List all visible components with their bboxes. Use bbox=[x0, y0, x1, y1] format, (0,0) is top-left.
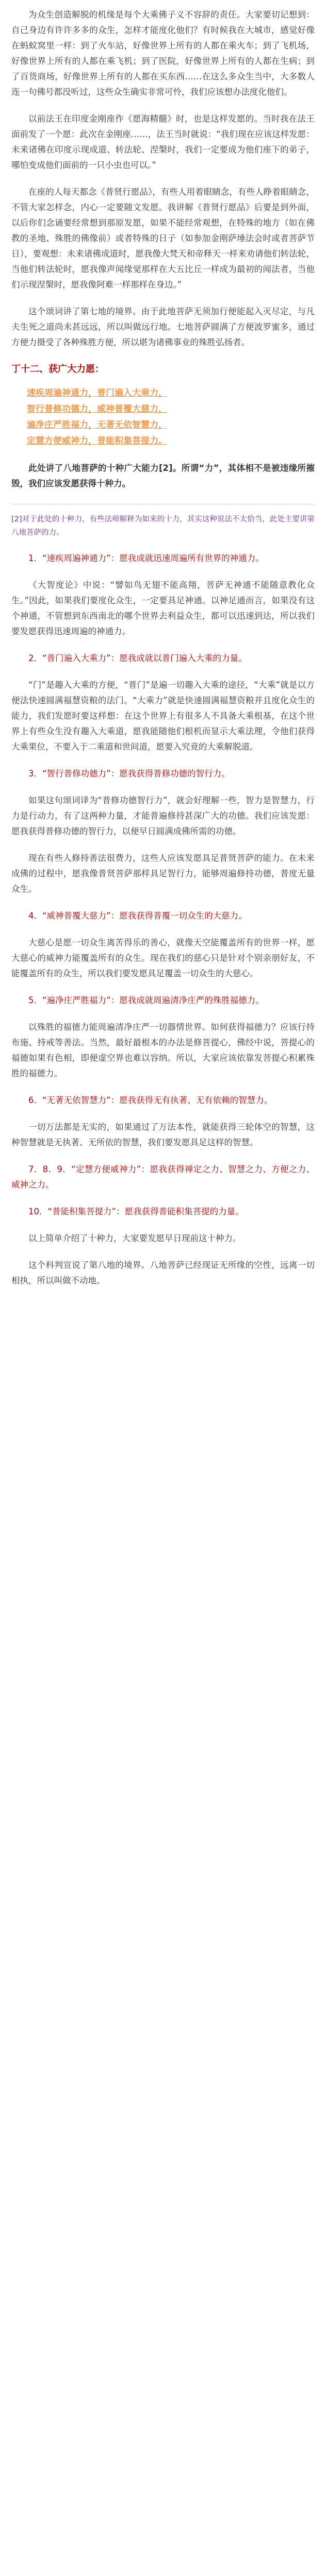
item-2 bbox=[11, 651, 315, 755]
item-10 bbox=[11, 1204, 315, 1289]
item-title: 7．8．9．“定慧方便威神力”：愿我获得禅定之力、智慧之力、方便之力、威神之力。 bbox=[11, 1164, 315, 1190]
item-body: 一切万法都是无实的，如果通过了万法本性，就能获得三轮体空的智慧，这种智慧就是无执著、无所依的智慧，我们要发愿具足这样的智慧。 bbox=[11, 1122, 315, 1147]
item-body: 《大智度论》中说：“譬如鸟无翅不能高翔，菩萨无神通不能随意教化众生。”因此，如果我们要度化众生，一定要具足神通。以神足通而言，如果没有这个神通，不管想到东西南北的哪个世界去利益众生，都可以迅速到达，所以我们要发愿获得迅速周遍的神通力。 bbox=[11, 580, 315, 636]
item-title: 2．“普门遍入大乘力”：愿我成就以普门遍入大乘的力量。 bbox=[28, 653, 247, 663]
verse-line: 智行普修功德力，威神普覆大慈力， bbox=[27, 404, 167, 414]
intro-paragraph: 在座的人每天都念《普贤行愿品》，有些人用着眼睛念，有些人睁着眼睛念，不管大家怎样念，内心一定要随文发愿。我讲解《普贤行愿品》后要是到外面，以后你们念诵要经常想到那原发愿，如果不能经常观想，在特殊的地方（如在佛教的圣地、殊胜的佛像前）或者特殊的日子（如参加金刚萨埵法会时或者菩萨节日），要观想：未来诸佛成道时，愿我像大梵天和帝释天一样来劝请他们转法轮，当他们转法轮时，愿我像声闻缘觉那样在大五比丘一样成为最初的闻法者，当他们示现涅槃时，愿我像阿难一样那样在身边。” bbox=[11, 187, 315, 290]
intro-paragraph: 为众生创造解脱的机缘是每个大乘佛子义不容辞的责任。大家要切记想到：自己身边有许许多多的众生，怎样才能度化他们？有时候我在大城市，感觉好像在蚂蚁窝里一样：到了火车站，好像世界上所有的人都在乘火车；到了飞机场，好像世界上所有的人都在乘飞机；到了医院，好像世界上所有的人都在生病；到了百货商场，好像世界上所有的人都在买东西……在这么多众生当中，大多数人连一句佛号都没听过，这些众生确实非常可怜，我们应该想办法度化他们。 bbox=[11, 10, 315, 97]
item-body: 这个科判宣说了第八地的境界。八地菩萨已经现证无所缘的空性，远离一切相执，所以叫做不动地。 bbox=[11, 1260, 315, 1285]
summary-paragraph: 此处讲了八地菩萨的十种广大能力[2]。所谓“力”，其体相不是被违缘所摧毁，我们应该发愿获得十种力。 bbox=[11, 463, 315, 488]
verse-line: 定慧方便威神力，普能积集菩提力。 bbox=[27, 436, 167, 446]
item-title: 1．“速疾周遍神通力”：愿我成就迅速周遍所有世界的神通力。 bbox=[28, 553, 264, 563]
item-title: 3．“智行普修功德力”：愿我获得普修功德的智行力。 bbox=[28, 769, 230, 778]
intro-paragraph: 以前法王在印度金刚座作《愿海精髓》时，也是这样发愿的。当时我在法王面前发了一个愿：此次在金刚座……，法王当时就说：“我们现在应该这样发愿：未来诸佛在印度示现成道、转法轮、涅槃时，我们一定要成为他们座下的弟子，哪怕变成他们面前的一只小虫也可以。” bbox=[11, 114, 315, 170]
item-body: 现在有些人修持善法很费力，这些人应该发愿具足普贤菩萨的能力。在未来成佛的过程中，愿我像普贤菩萨那样具足智行力，能够周遍修持功德，普度无量众生。 bbox=[11, 853, 315, 894]
item-title: 6．“无著无依智慧力”：愿我获得无有执著、无有依赖的智慧力。 bbox=[28, 1095, 273, 1105]
item-1 bbox=[11, 551, 315, 639]
verse-line: 速疾周遍神通力，普门遍入大乘力， bbox=[27, 388, 167, 398]
item-title: 4．“威神普覆大慈力”：愿我获得普覆一切众生的大慈力。 bbox=[28, 911, 247, 921]
item-body: 如果这句颂词译为“普修功德智行力”，就会好理解一些，智力是智慧力，行力是行动力，有了这两种力量，才能普遍修持甚深广大的功德。我们应该发愿：愿我获得普修功德的智行力，以便早日圆满成佛所需的功德。 bbox=[11, 795, 315, 836]
item-title: 10．“普能积集菩提力”：愿我获得普能积集菩提的力量。 bbox=[28, 1207, 244, 1216]
item-body: 以上简单介绍了十种力，大家要发愿早日现前这十种力。 bbox=[28, 1233, 241, 1243]
item-5 bbox=[11, 993, 315, 1081]
item-title: 5．“遍净庄严胜福力”：愿我成就周遍清净庄严的殊胜福德力。 bbox=[28, 995, 264, 1005]
intro-section bbox=[11, 7, 315, 350]
item-body: 大慈心是愿一切众生离苦得乐的善心，就像天空能覆盖所有的世界一样，愿大慈心的威神力能覆盖所有的众生。现在我们的慈心只是针对个别亲朋好友，不能覆盖所有的众生，所以我们要发愿具足覆盖一切众生的大慈心。 bbox=[11, 938, 315, 978]
section-title: 丁十二、获广大力愿： bbox=[11, 364, 104, 375]
item-body: 以殊胜的福德力能周遍清净庄严一切器情世界。如何获得福德力？应该行持布施、持戒等善法。当然，最好最根本的办法是修菩提心，佛经中说，菩提心的福德如果有色相，即便虚空界也难以容纳。所以，大家应该依靠发菩提心积累殊胜的福德力。 bbox=[11, 1022, 315, 1078]
item-7-9 bbox=[11, 1162, 315, 1193]
item-4 bbox=[11, 908, 315, 981]
item-6 bbox=[11, 1093, 315, 1150]
item-body: “门”是趣入大乘的方便，“普门”是遍一切趣入大乘的途径，“大乘”就是以方便法快速圆满福慧资粮的法门。“大乘力”就是快速圆满福慧资粮并且度化众生的能力，我们发愿时要这样想：在这个世界上有很多人不具备大乘根基，在这个世界上有些众生没有趣入大乘道，愿我能随他们根机而显示大乘法理，令他们获得大乘果位，不要入于二乘道和世间道，愿要入究竟的大乘解脱道。 bbox=[11, 680, 315, 752]
verse-line: 遍净庄严胜福力，无著无依智慧力， bbox=[27, 420, 167, 430]
verse-block bbox=[11, 385, 315, 449]
item-3 bbox=[11, 766, 315, 897]
intro-paragraph: 这个颂词讲了第七地的境界。由于此地菩萨无须加行便能起入灭尽定，与凡夫生死之道尚未甚远远，所以叫做远行地。七地菩萨圆满了方便波罗蜜多，通过方便力摄受了各种殊胜方便，所以堪为诸佛事业的殊胜弘扬者。 bbox=[11, 307, 315, 347]
footnote: [2]对于此处的十种力，有些法师解释为如来的十力，其实这种说法不太恰当，此处主要讲第八地菩萨的力。 bbox=[11, 515, 315, 537]
